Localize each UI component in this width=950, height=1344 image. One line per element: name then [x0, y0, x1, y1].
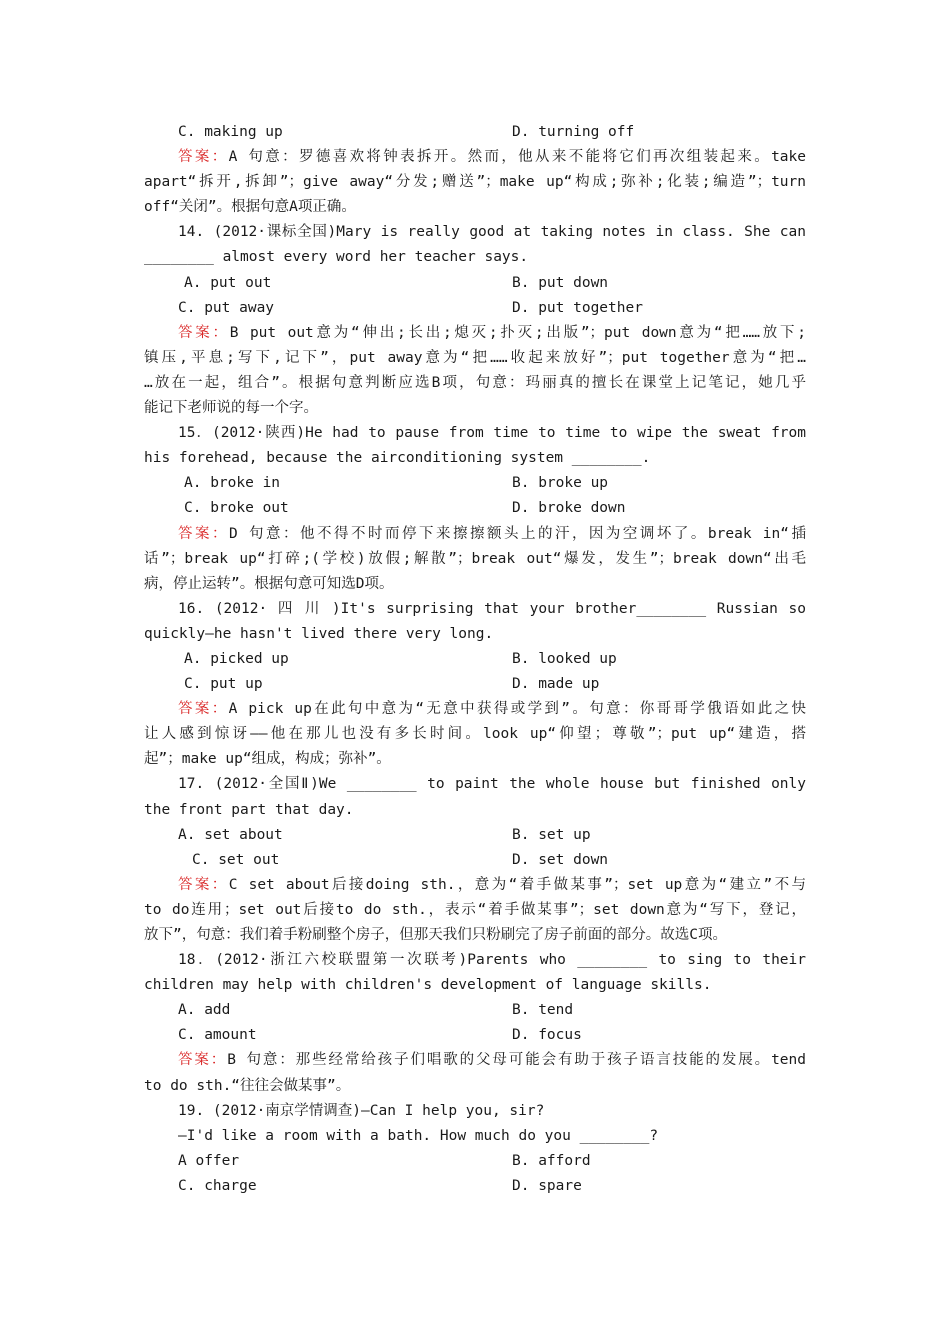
q16-answer-line-2: 让人感到惊讶——他在那儿也没有多长时间。look up“仰望；尊敬”；put up“建造，搭 [144, 726, 806, 743]
q16-answer-text-1: A pick up在此句中意为“无意中获得或学到”。句意：你哥哥学俄语如此之快 [228, 701, 806, 718]
q18-option-d: D. focus [512, 1027, 582, 1044]
q15-answer-text-1: D 句意：他不得不时而停下来擦擦额头上的汗，因为空调坏了。break in“插 [229, 525, 806, 542]
q15-option-d: D. broke down [512, 500, 626, 517]
q18-option-b: B. tend [512, 1002, 574, 1019]
q18-answer-line-1 [144, 1048, 806, 1073]
q14-option-b: B. put down [512, 274, 609, 291]
q15-option-c: C. broke out [184, 500, 289, 517]
q14-answer-line-3: …放在一起，组合”。根据句意判断应选B项，句意：玛丽真的擅长在课堂上记笔记，她几乎 [144, 374, 806, 391]
q18-options-row-2 [144, 1023, 806, 1048]
q19-option-d: D. spare [512, 1177, 582, 1194]
q17-stem-line-2: the front part that day. [144, 801, 354, 818]
answer-label: 答案： [178, 525, 229, 542]
q16-stem-line-1: 16. (2012· 四 川 )It's surprising that your brother________ Russian so [178, 600, 806, 617]
q13-answer-line-1 [144, 145, 806, 170]
q14-answer-line-2: 镇压,平息;写下,记下”，put away意为“把……收起来放好”；put together意为“把… [144, 349, 806, 366]
q18-option-a: A. add [178, 1002, 231, 1019]
q16-stem-line-2: quickly—he hasn't lived there very long. [144, 625, 494, 642]
q14-option-c: C. put away [178, 299, 275, 316]
q15-stem-line-2: his forehead, because the airconditioning system ________. [144, 450, 651, 467]
q17-option-d: D. set down [512, 851, 609, 868]
q17-option-a: A. set about [178, 826, 283, 843]
q16-answer-line-3: 起”；make up“组成，构成；弥补”。 [144, 751, 391, 768]
q19-options-row-1 [144, 1149, 806, 1174]
answer-label: 答案： [178, 324, 230, 341]
answer-label: 答案： [178, 701, 229, 718]
q13-option-c: C. making up [178, 124, 283, 140]
q18-option-c: C. amount [178, 1027, 257, 1044]
q19-option-c: C. charge [178, 1177, 257, 1194]
q16-option-d: D. made up [512, 676, 600, 693]
q16-option-a: A. picked up [184, 650, 289, 667]
q14-answer-text-1: B put out意为“伸出;长出;熄灭;扑灭;出版”；put down意为“把……放下; [229, 324, 806, 341]
q17-options-row-2 [144, 848, 806, 873]
q17-stem-line-1: 17. (2012·全国Ⅱ)We ________ to paint the whole house but finished only [178, 776, 806, 793]
q13-options-row-2 [144, 120, 806, 145]
answer-label: 答案： [178, 1052, 228, 1069]
q17-answer-line-3: 放下”，句意：我们着手粉刷整个房子，但那天我们只粉刷完了房子前面的部分。故选C项。 [144, 927, 727, 943]
q19-option-a: A offer [178, 1152, 240, 1169]
q16-option-b: B. looked up [512, 650, 617, 667]
q18-options-row-1 [144, 998, 806, 1023]
answer-label: 答案： [178, 876, 229, 893]
q15-answer-line-2: 话”；break up“打碎;(学校)放假;解散”；break out“爆发，发生”；break down“出毛 [144, 550, 806, 567]
q17-option-c: C. set out [192, 851, 280, 868]
q16-options-row-2 [144, 672, 806, 697]
q14-options-row-2 [144, 296, 806, 321]
q15-option-b: B. broke up [512, 475, 609, 492]
q15-options-row-1 [144, 471, 806, 496]
q15-stem-line-1: 15．(2012·陕西)He had to pause from time to time to wipe the sweat from [178, 425, 806, 442]
q19-stem-line-1: 19. (2012·南京学情调查)—Can I help you, sir? [178, 1102, 545, 1119]
q14-answer-line-4: 能记下老师说的每一个字。 [144, 400, 318, 417]
q18-stem-line-2: children may help with children's development of language skills. [144, 977, 712, 994]
q13-answer-text-1: A 句意：罗德喜欢将钟表拆开。然而，他从来不能将它们再次组装起来。take [228, 149, 806, 166]
q18-stem-line-1: 18．(2012·浙江六校联盟第一次联考)Parents who ________ to sing to their [178, 952, 806, 969]
q16-option-c: C. put up [184, 676, 263, 693]
document-page [144, 120, 806, 1199]
q14-answer-line-1 [144, 321, 806, 346]
q13-option-d: D. turning off [512, 124, 635, 140]
q15-options-row-2 [144, 496, 806, 521]
q19-stem-line-2: —I'd like a room with a bath. How much do you ________? [178, 1127, 659, 1144]
answer-label: 答案： [178, 149, 229, 166]
q14-stem-line-2: ________ almost every word her teacher says. [144, 249, 529, 266]
q18-answer-line-2: to do sth.“往往会做某事”。 [144, 1077, 351, 1094]
q19-option-b: B. afford [512, 1152, 591, 1169]
q15-answer-line-3: 病，停止运转”。根据句意可知选D项。 [144, 575, 394, 592]
q19-options-row-2 [144, 1174, 806, 1199]
q14-options-row-1 [144, 271, 806, 296]
q17-option-b: B. set up [512, 826, 591, 843]
q18-answer-text-1: B 句意：那些经常给孩子们唱歌的父母可能会有助于孩子语言技能的发展。tend [227, 1052, 806, 1069]
q14-option-a: A. put out [184, 274, 272, 291]
q13-answer-line-2: apart“拆开,拆卸”；give away“分发;赠送”；make up“构成;弥补;化装;编造”；turn [144, 174, 806, 191]
q16-answer-line-1 [144, 697, 806, 722]
q17-answer-line-1 [144, 873, 806, 898]
q17-answer-text-1: C set about后接doing sth.，意为“着手做某事”；set up意为“建立”不与 [228, 876, 806, 893]
q14-option-d: D. put together [512, 299, 643, 316]
q14-stem-line-1: 14. (2012·课标全国)Mary is really good at taking notes in class. She can [178, 224, 806, 241]
q16-options-row-1 [144, 647, 806, 672]
q17-options-row-1 [144, 823, 806, 848]
q17-answer-line-2: to do连用；set out后接to do sth.，表示“着手做某事”；set down意为“写下，登记， [144, 901, 806, 918]
q15-answer-line-1 [144, 522, 806, 547]
q13-answer-line-3: off“关闭”。根据句意A项正确。 [144, 199, 356, 216]
q15-option-a: A. broke in [184, 475, 281, 492]
